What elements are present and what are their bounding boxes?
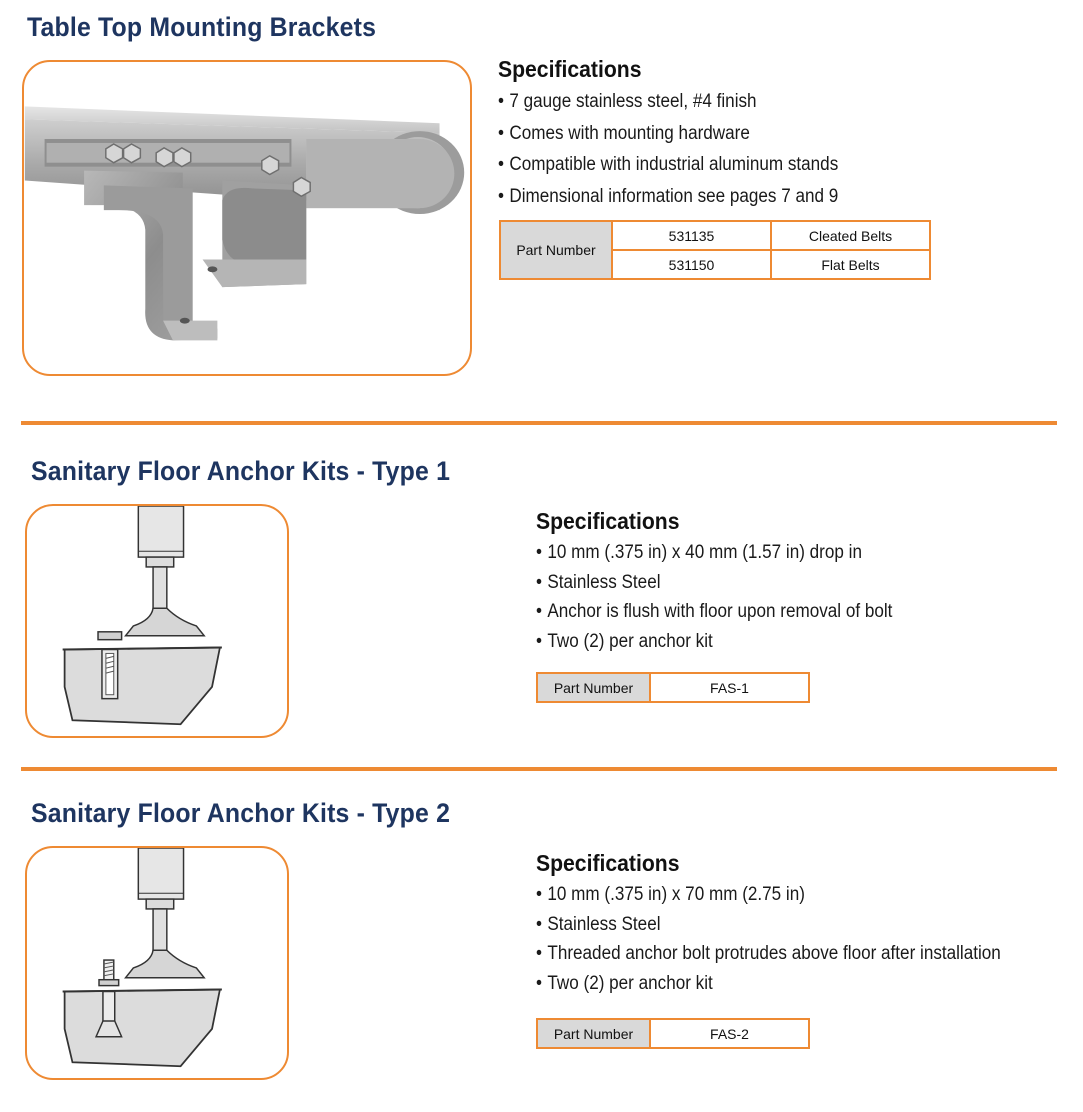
part-number-cell: FAS-2	[650, 1019, 809, 1048]
part-description-cell: Cleated Belts	[771, 221, 930, 250]
spec-item: • Dimensional information see pages 7 and 9	[498, 181, 838, 213]
spec-item: • 10 mm (.375 in) x 70 mm (2.75 in)	[536, 880, 1001, 910]
table-row	[537, 1019, 809, 1048]
part-description-cell: Flat Belts	[771, 250, 930, 279]
specifications-heading: Specifications	[536, 508, 680, 534]
part-number-cell: 531150	[612, 250, 771, 279]
part-number-label: Part Number	[537, 1019, 650, 1048]
spec-item: • Comes with mounting hardware	[498, 118, 838, 150]
part-number-cell: FAS-1	[650, 673, 809, 702]
spec-item: • Two (2) per anchor kit	[536, 969, 1001, 999]
section-title-anchor-type-2: Sanitary Floor Anchor Kits - Type 2	[31, 798, 451, 828]
anchor-type-2-image	[25, 846, 289, 1080]
spec-item: • Two (2) per anchor kit	[536, 627, 892, 657]
spec-item: • 10 mm (.375 in) x 40 mm (1.57 in) drop in	[536, 538, 892, 568]
part-number-table-1	[499, 220, 931, 280]
spec-item: • Compatible with industrial aluminum stands	[498, 149, 838, 181]
part-number-cell: 531135	[612, 221, 771, 250]
spec-item: • Threaded anchor bolt protrudes above floor after installation	[536, 939, 1001, 969]
section-title-anchor-type-1: Sanitary Floor Anchor Kits - Type 1	[31, 456, 451, 486]
part-number-label: Part Number	[537, 673, 650, 702]
part-number-label: Part Number	[500, 221, 612, 279]
mounting-bracket-image	[22, 60, 472, 376]
specifications-heading: Specifications	[498, 56, 642, 82]
table-row	[537, 673, 809, 702]
specifications-2	[536, 508, 932, 656]
specifications-3	[536, 850, 1052, 998]
section-divider	[21, 767, 1057, 771]
spec-item: • Stainless Steel	[536, 910, 1001, 940]
part-number-table-2	[536, 672, 810, 703]
specifications-1	[498, 56, 876, 212]
section-title-mounting-brackets: Table Top Mounting Brackets	[27, 12, 377, 42]
anchor-type-1-image	[25, 504, 289, 738]
spec-item: • Stainless Steel	[536, 568, 892, 598]
section-divider	[21, 421, 1057, 425]
specifications-heading: Specifications	[536, 850, 680, 876]
spec-item: • Anchor is flush with floor upon removal of bolt	[536, 597, 892, 627]
part-number-table-3	[536, 1018, 810, 1049]
spec-item: • 7 gauge stainless steel, #4 finish	[498, 86, 838, 118]
table-row	[500, 221, 930, 250]
